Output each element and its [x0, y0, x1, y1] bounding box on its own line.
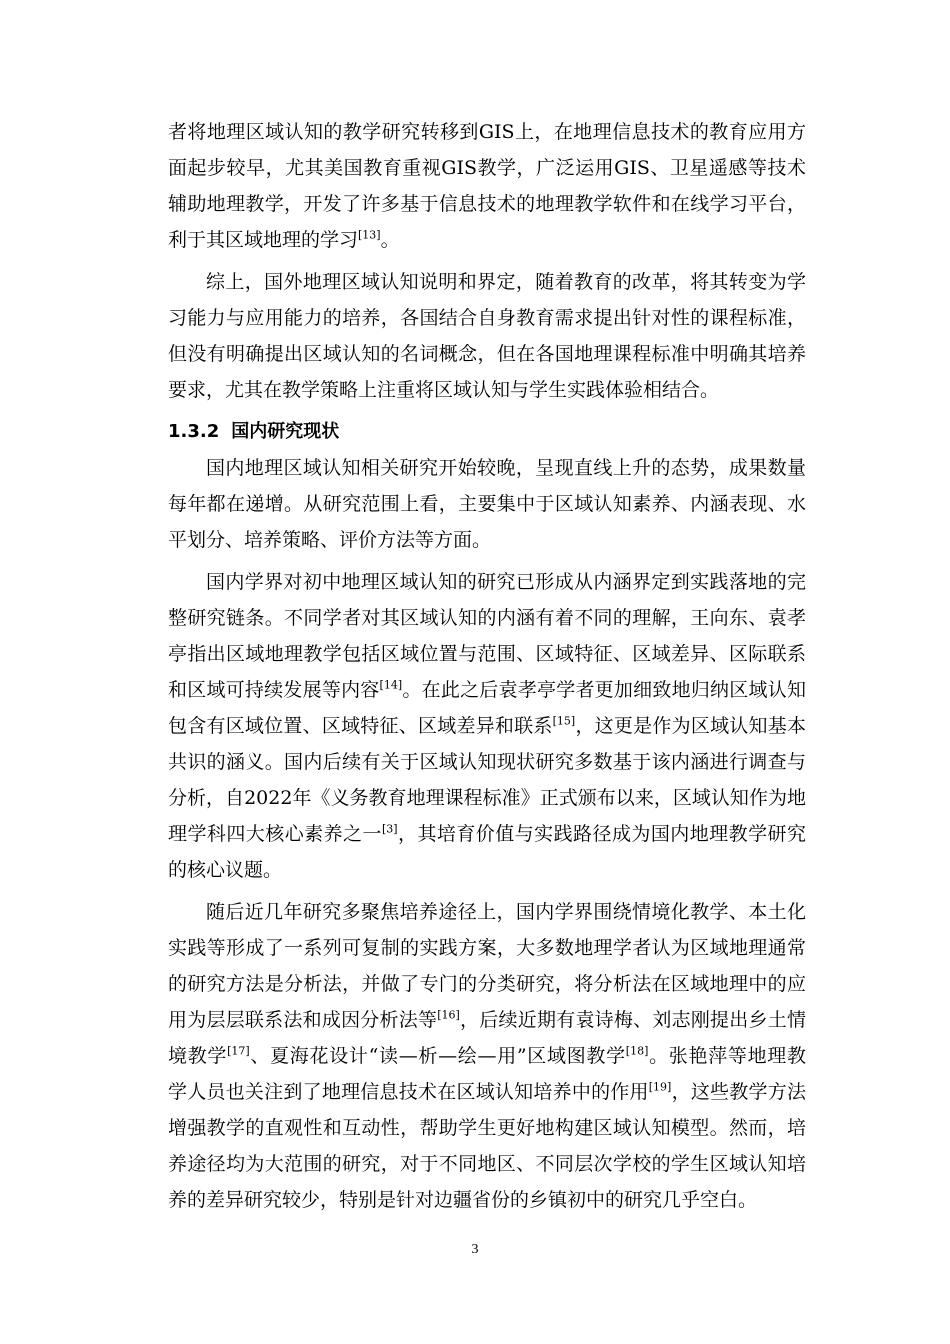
citation-ref: [3]	[381, 822, 398, 836]
foreign-research-section	[168, 114, 806, 408]
text-line	[168, 1074, 806, 1110]
text-line	[168, 486, 806, 522]
body-text	[168, 114, 806, 1218]
text-run: 国内学界对初中地理区域认知的研究已形成从内涵界定到实践落地的完	[206, 571, 806, 593]
text-line	[168, 600, 806, 636]
text-run: 每年都在递增。从研究范围上看，主要集中于区域认知素养、内涵表现、水	[168, 493, 806, 515]
text-run: 辅助地理教学，开发了许多基于信息技术的地理教学软件和在线学习平台，	[168, 193, 806, 215]
text-run: 者将地理区域认知的教学研究转移到GIS上，在地理信息技术的教育应用方	[168, 121, 806, 143]
text-run: 理学科四大核心素养之一	[168, 823, 382, 845]
text-line	[168, 636, 806, 672]
text-run: 整研究链条。不同学者对其区域认知的内涵有着不同的理解，王向东、袁孝	[168, 607, 806, 629]
text-run: ，后续近期有袁诗梅、刘志刚提出乡土情	[459, 1009, 806, 1031]
text-run: 但没有明确提出区域认知的名词概念，但在各国地理课程标准中明确其培养	[168, 343, 806, 365]
text-run: 习能力与应用能力的培养，各国结合自身教育需求提出针对性的课程标准，	[168, 307, 806, 329]
text-run: 国内地理区域认知相关研究开始较晚，呈现直线上升的态势，成果数量	[206, 457, 806, 479]
text-line	[168, 930, 806, 966]
text-line	[168, 336, 806, 372]
paragraph	[168, 450, 806, 558]
text-run: 。	[380, 229, 400, 251]
section-title: 国内研究现状	[231, 421, 340, 442]
text-line	[168, 1146, 806, 1182]
text-run: 增强教学的直观性和互动性，帮助学生更好地构建区域认知模型。然而，培	[168, 1117, 806, 1139]
text-run: 利于其区域地理的学习	[168, 229, 359, 251]
text-run: 养途径均为大范围的研究，对于不同地区、不同层次学校的学生区域认知培	[168, 1153, 806, 1175]
text-line	[168, 780, 806, 816]
text-run: 的核心议题。	[168, 859, 283, 881]
text-line	[168, 564, 806, 600]
text-run: 养的差异研究较少，特别是针对边疆省份的乡镇初中的研究几乎空白。	[168, 1189, 758, 1211]
text-line	[168, 150, 806, 186]
text-run: 。张艳萍等地理教	[648, 1045, 806, 1067]
text-line	[168, 852, 806, 888]
text-run: 学人员也关注到了地理信息技术在区域认知培养中的作用	[168, 1081, 649, 1103]
text-line	[168, 1110, 806, 1146]
text-run: 用为层层联系法和成因分析法等	[168, 1009, 438, 1031]
text-run: 的研究方法是分析法，并做了专门的分类研究，将分析法在区域地理中的应	[168, 973, 806, 995]
citation-ref: [16]	[437, 1008, 460, 1022]
text-run: 随后近几年研究多聚焦培养途径上，国内学界围绕情境化教学、本土化	[206, 901, 806, 923]
text-run: 面起步较早，尤其美国教育重视GIS教学，广泛运用GIS、卫星遥感等技术	[168, 157, 806, 179]
text-run: 境教学	[168, 1045, 228, 1067]
text-line	[168, 672, 806, 708]
citation-ref: [14]	[379, 678, 403, 692]
paragraph	[168, 564, 806, 888]
paragraph	[168, 894, 806, 1218]
text-line	[168, 372, 806, 408]
text-line	[168, 744, 806, 780]
section-number: 1.3.2	[168, 421, 220, 442]
text-line	[168, 966, 806, 1002]
citation-ref: [13]	[358, 228, 381, 242]
text-run: 要求，尤其在教学策略上注重将区域认知与学生实践体验相结合。	[168, 379, 720, 401]
domestic-research-section	[168, 450, 806, 1218]
text-line	[168, 300, 806, 336]
text-line	[168, 1002, 806, 1038]
text-run: ，其培育价值与实践路径成为国内地理教学研究	[397, 823, 806, 845]
text-run: 亭指出区域地理教学包括区域位置与范围、区域特征、区域差异、区际联系	[168, 643, 806, 665]
paragraph	[168, 114, 806, 258]
text-run: 包含有区域位置、区域特征、区域差异和联系	[168, 715, 553, 737]
text-run: ，这更是作为区域认知基本	[575, 715, 806, 737]
text-run: 分析，自2022年《义务教育地理课程标准》正式颁布以来，区域认知作为地	[168, 787, 806, 809]
text-line	[168, 1182, 806, 1218]
text-line	[168, 1038, 806, 1074]
text-line	[168, 522, 806, 558]
text-run: 、夏海花设计“读—析—绘—用”区域图教学	[249, 1045, 626, 1067]
text-run: 和区域可持续发展等内容	[168, 679, 380, 701]
text-line	[168, 222, 806, 258]
text-line	[168, 816, 806, 852]
text-line	[168, 450, 806, 486]
text-run: 综上，国外地理区域认知说明和界定，随着教育的改革，将其转变为学	[206, 271, 806, 293]
text-run: 。在此之后袁孝亭学者更加细致地归纳区域认知	[402, 679, 806, 701]
text-run: 平划分、培养策略、评价方法等方面。	[168, 529, 492, 551]
text-line	[168, 186, 806, 222]
text-line	[168, 264, 806, 300]
citation-ref: [17]	[227, 1044, 250, 1058]
text-line	[168, 894, 806, 930]
citation-ref: [15]	[552, 714, 576, 728]
text-run: 共识的涵义。国内后续有关于区域认知现状研究多数基于该内涵进行调查与	[168, 751, 806, 773]
section-heading	[168, 414, 806, 450]
page-number: 3	[471, 1242, 479, 1257]
text-run: ，这些教学方法	[671, 1081, 806, 1103]
citation-ref: [18]	[625, 1044, 649, 1058]
citation-ref: [19]	[648, 1080, 672, 1094]
paragraph	[168, 264, 806, 408]
text-line	[168, 708, 806, 744]
text-run: 实践等形成了一系列可复制的实践方案，大多数地理学者认为区域地理通常	[168, 937, 806, 959]
text-line	[168, 114, 806, 150]
